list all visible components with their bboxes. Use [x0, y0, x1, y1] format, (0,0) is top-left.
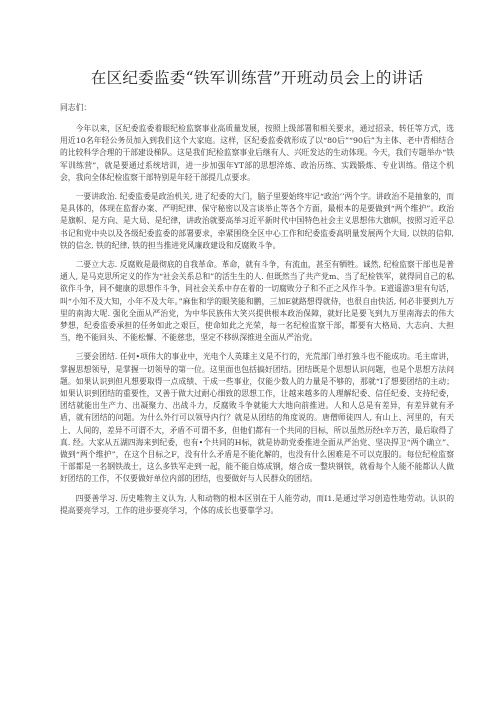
paragraph-intro: 今年以来，区纪委监委着眼纪检监察事业高质量发展，按照上级部署和相关要求，通过招录、转任等方式，选用近10名年轻公务员加入到我们这个大家庭。这样，区纪委监委就形成了以“80后”“90后”为主体、老中青相结合的比较科学合理的干部建设梯队。这是我们纪检监察事业后继有人、兴旺发达的生动体现。今天，我们专题举办“铁军训练营”，就是要通过系统培训，进一步加强年YT部的思想淬炼、政治历练、实践锻炼、专业训练。借这个机会，我向全体纪检监察干部特别是年轻干部提几点要求。: [60, 124, 454, 182]
salutation: 同志们：: [60, 103, 92, 112]
paragraph-unity: 三要会团结. 任何•项伟大的事业中，光电个人英雄主义是不行的，光荒部门单打独斗也不能成功。毛主席讲，掌握思想领导，是掌握一切领导的第一位。这里面也包括搞好团结。团结既是个思想认识问题，也是个思想方法问题。如果认识到但凡想要取得一点成绩、干成一些事业，仅能少数人的力量是不够的，那就“I了想要团结的主动；如果认识到团结的重要性，又善于做大过耐心细致的思想工作，让越来越多的人理解纪委、信任纪委、支持纪委，团结就能出生产力、出凝聚力、出战斗力，反腐败斗争就能大大地向前推进。人和人总是有差异，有差异就有矛盾，就有团结的问题。为什么外行可以领导内行？就是从团结的角度说的。唐僧师徒四人, 有山上、河里的，有天上、人间的，差异不可谓不大，矛盾不可谓不多，但他们都有一个共同的目标，所以虽然历经t辛万苦，最后取得了真. 经。大家从五湖四海来到纪委，也有•个共同的H标，就是协助党委推进全面从严治党、坚决捍卫“两个确立”、做到“两个维护”，在这个目标之F，没有什么矛盾是不能化解的，也没有什么困难是不可以克服的。每位纪检监察干部都是一名钢铁战士，这么多铁军走到一起，能不能自炼成钢，熔合成一整块钢铁，就看每个人能不能都认人做好团结的工作，不仅要做好单位内部的团结，也要做好与人民群众的团结。: [60, 352, 454, 484]
paragraph-politics: 一要讲政治. 纪委监委是政治机关, 进了纪委的大门，脑子里要始终牢记“政治’’两个字。讲政治不是抽象的，而是具体的，体现在监督办案、严明纪律、保守秘密以及言谈举止等各个方面，最根本的是要做到“两个维护”。政治是旗帜、是方向、是大局、是纪律，讲政治就要高举习近平新时代中国特色社会主义思想伟大旗帜，按照习近平总书记和党中央以及各级纪委监委的部署要求，牵紧围绕全区中心工作和纪委监委高明量发展两个大局, 以铁的信仰, 铁的信念, 铁的纪律, 铁的担当推进党风廉政建设和反腐败斗争。: [60, 192, 454, 250]
paragraph-study: 四要善学习. 历史唯物主义认为, 人和动物的根本区别在于人能劳动，而I1.是通过学习创造性地劳动。认识的提高要亮学习，工作的进步要亮学习，个体的成长也要靠学习。: [60, 493, 454, 515]
paragraph-ambition: 二要立大志. 反腐败是最彻底的自我革命。革命，就有斗争，有流血，甚至有牺牲。诚然, 纪检监察干部也是普通人, 是马克思所定义的作为“社会关系总和”的活生生的人. 但既然当了共产党m、当了纪检铁军，就得同自己的私欲作斗争，同不健康的思想作斗争，同社会关系中存在着的一切腐败分子和不正之风作斗争。E道遥游3里有句话，叫“小知不及大知，小年不及大年。”麻隹和学的眼笑能和鹏，三加E就路想得就侍，也很自由快活, 何必非要到九万里的南海大呢. 强化全面从严治党，为中华民族伟大笑兴提供根本政治保障，就好比是要飞到九万里南海去的伟大梦想，纪委监委承担的任务如此之艰巨，使命如此之光荣，每一名纪检监察干部，都要有大格局、大志向、大担当，绝不能回头、不能松懈、不能慈悲，坚定不移纵深推进全面从严治党。: [60, 260, 454, 343]
speech-title: 在区纪委监委“铁军训练营”开班动员会上的讲话: [90, 69, 424, 87]
